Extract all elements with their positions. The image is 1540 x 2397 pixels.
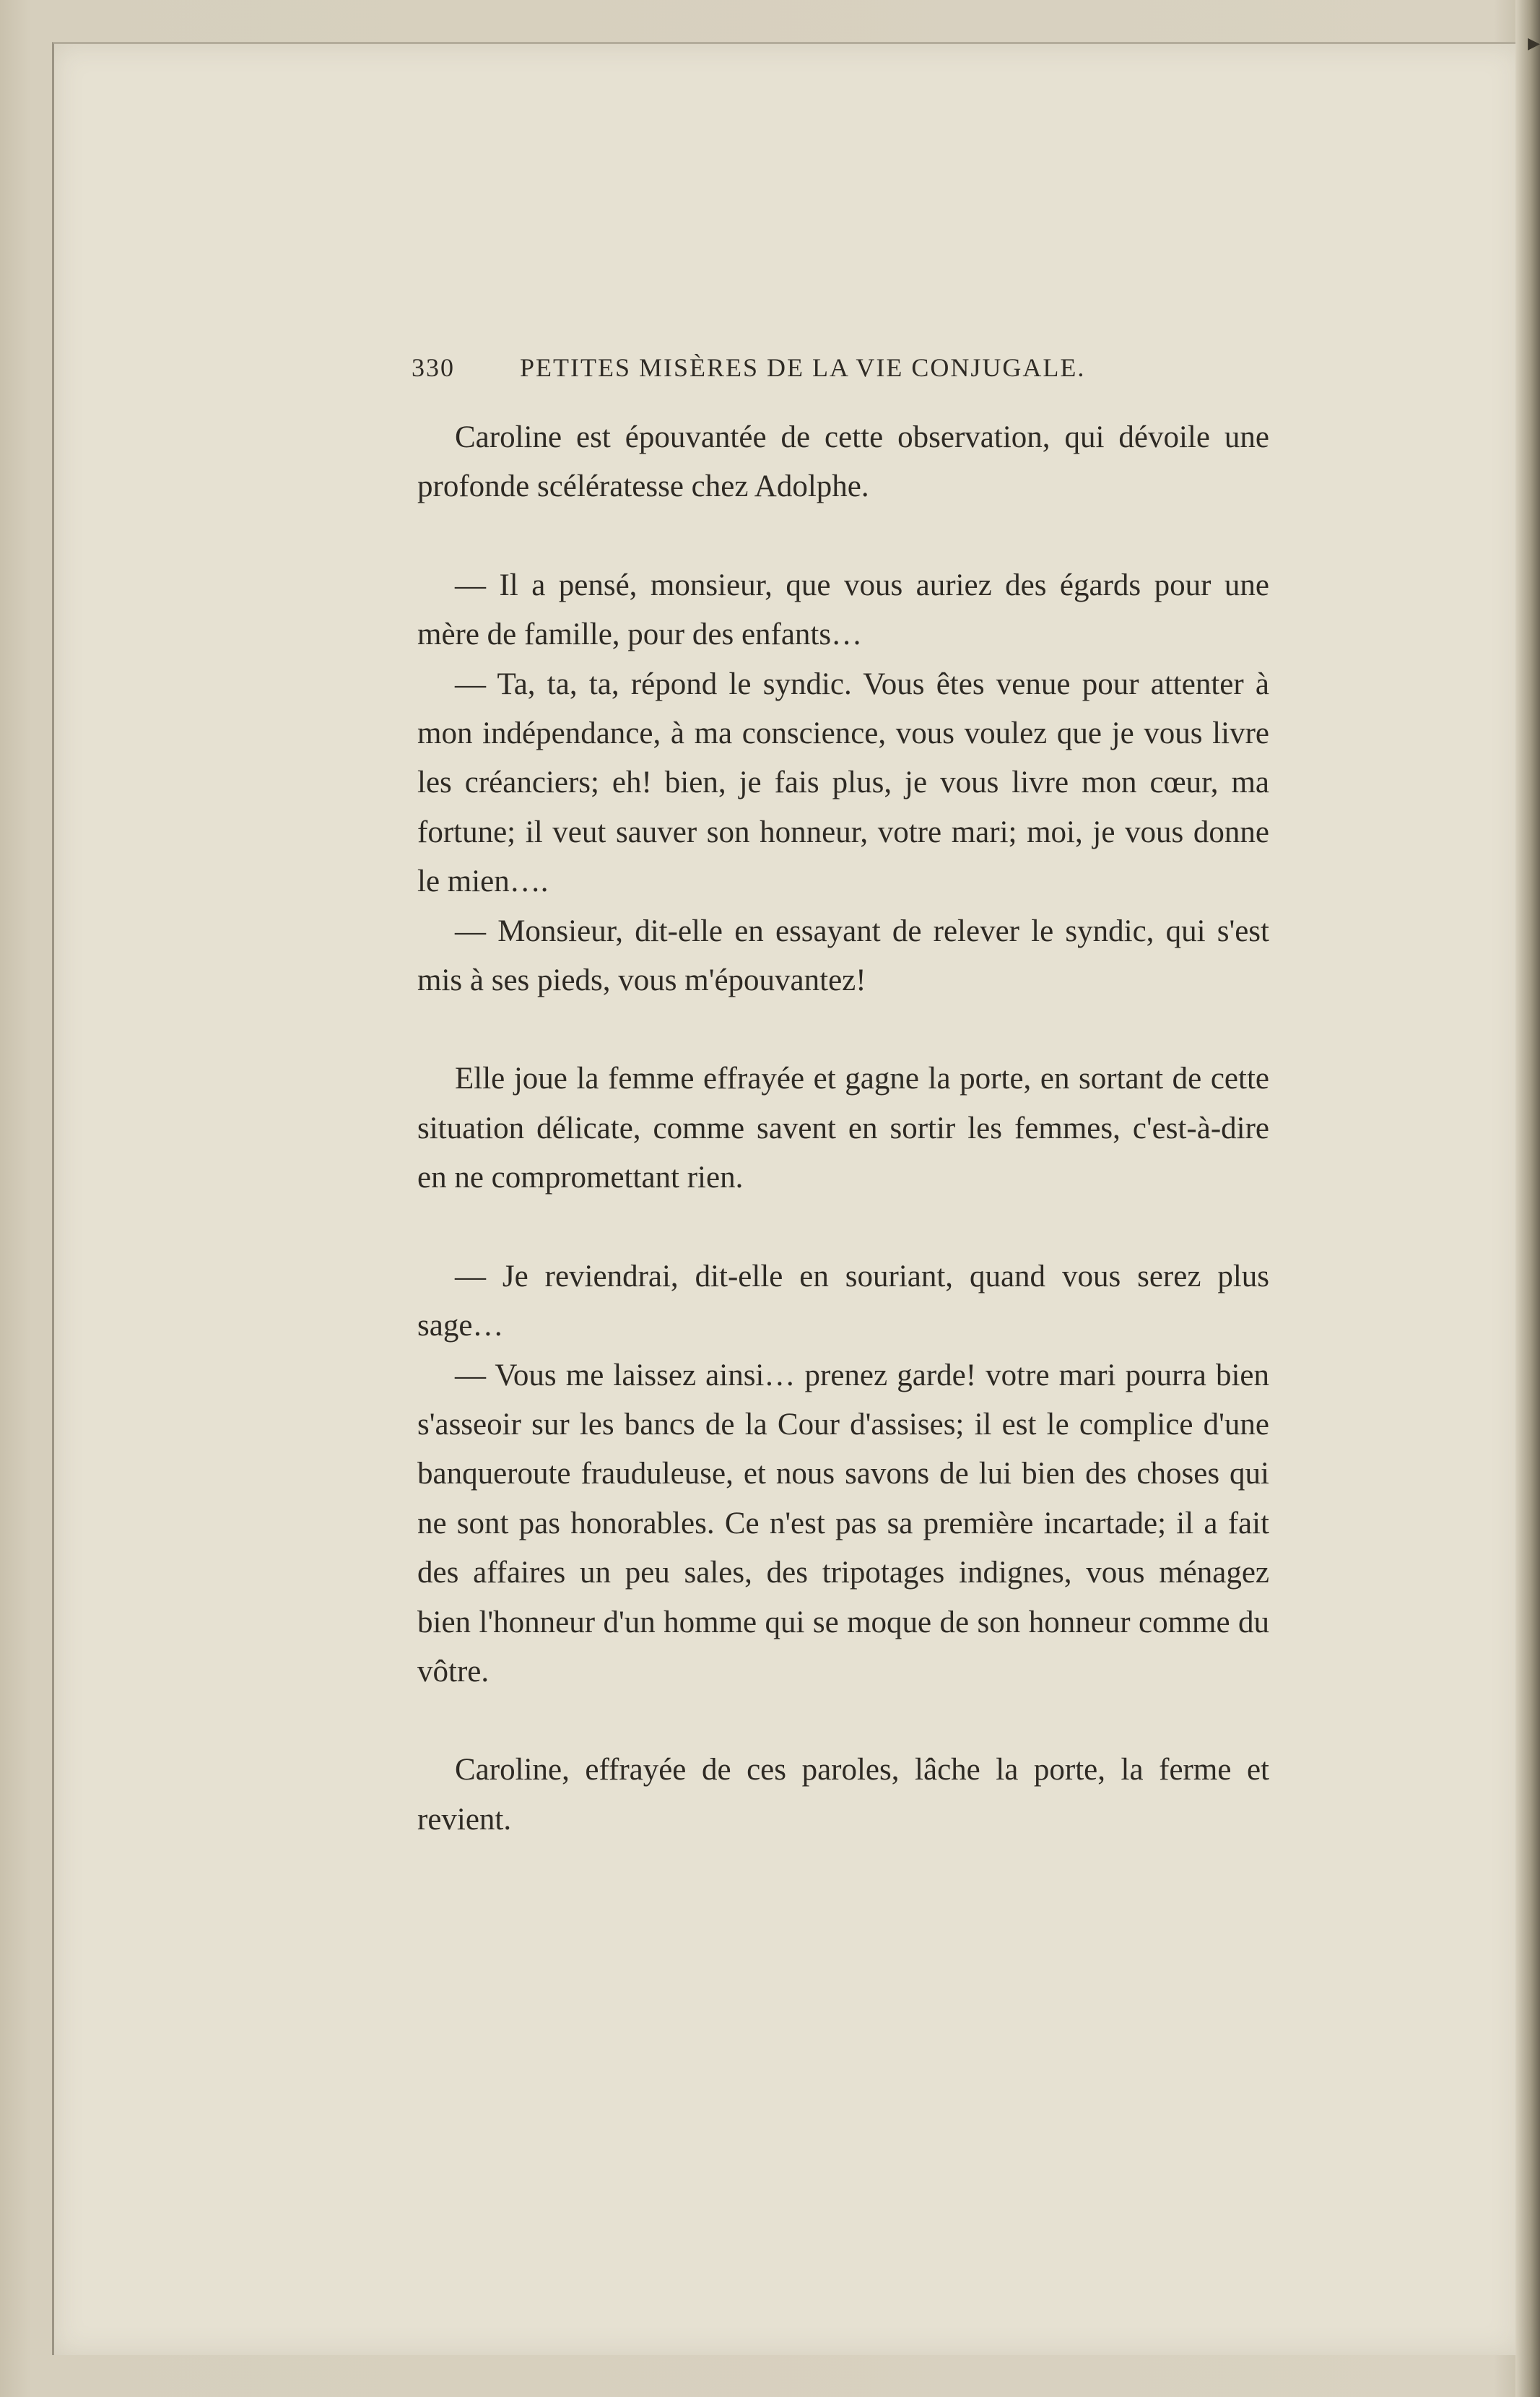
paragraph: Elle joue la femme effrayée et gagne la porte, en sortant de cette situation délicate, comme savent en sortir les femmes, c'est-à-dire en ne compromettant rien. (417, 1062, 1269, 1195)
dialogue-line: — Il a pensé, monsieur, que vous auriez des égards pour une mère de famille, pour des enfants… (417, 568, 1269, 652)
running-title: PETITES MISÈRES DE LA VIE CONJUGALE. (520, 353, 1086, 382)
dialogue-line: — Monsieur, dit-elle en essayant de relever le syndic, qui s'est mis à ses pieds, vous m'épouvantez! (417, 914, 1269, 998)
dialogue-line: — Vous me laissez ainsi… prenez garde! votre mari pourra bien s'asseoir sur les bancs de la Cour d'assises; il est le complice d'une banqueroute frauduleuse, et nous savons de lui bien des choses qui ne sont pas honorables. Ce n'est pas sa première incartade; il a fait des affaires un peu sales, des tripotages indignes, vous ménagez bien l'honneur d'un homme qui se moque de son honneur comme du vôtre. (417, 1358, 1269, 1689)
running-header (412, 352, 1249, 383)
page-edge (1515, 0, 1540, 2397)
dialogue-line: — Je reviendrai, dit-elle en souriant, quand vous serez plus sage… (417, 1259, 1269, 1343)
body-text (417, 413, 1269, 1845)
page-number: 330 (412, 353, 455, 382)
paragraph: Caroline, effrayée de ces paroles, lâche la porte, la ferme et revient. (417, 1753, 1269, 1837)
paragraph: Caroline est épouvantée de cette observation, qui dévoile une profonde scélératesse chez Adolphe. (417, 420, 1269, 504)
dialogue-line: — Ta, ta, ta, répond le syndic. Vous êtes venue pour attenter à mon indépendance, à ma conscience, vous voulez que je vous livre les créanciers; eh! bien, je fais plus, je vous livre mon cœur, ma fortune; il veut sauver son honneur, votre mari; moi, je vous donne le mien…. (417, 667, 1269, 899)
corner-arrow-icon: ▶ (1528, 35, 1540, 53)
